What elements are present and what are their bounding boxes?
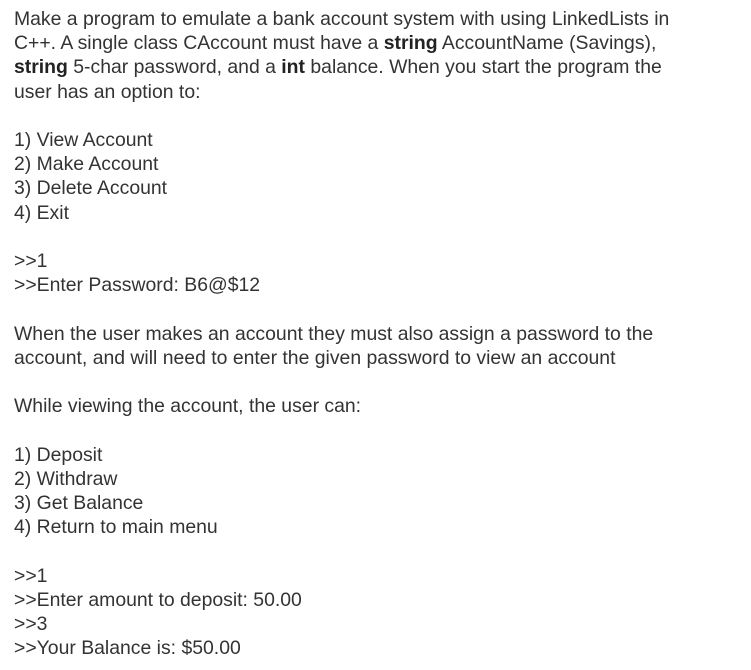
intro-text: C++. A single class CAccount must have a: [14, 32, 384, 55]
viewing-intro-line: While viewing the account, the user can:: [14, 395, 362, 418]
main-menu-item: 4) Exit: [14, 201, 69, 224]
sample-line: >>1: [14, 564, 48, 587]
sample-line: >>3: [14, 612, 48, 635]
main-menu-item: 3) Delete Account: [14, 177, 168, 200]
sample-line: >>Your Balance is: $50.00: [14, 637, 241, 660]
intro-line: [14, 55, 741, 79]
sample-line: >>1: [14, 250, 48, 272]
intro-text: Make a program to emulate a bank account system with using LinkedLists in: [14, 8, 670, 30]
keyword-string: string: [383, 32, 438, 55]
spacer: [14, 539, 741, 563]
main-menu-item: 1) View Account: [14, 129, 153, 151]
spacer: [14, 225, 741, 249]
intro-line: [14, 80, 741, 104]
sample-session-1: [14, 249, 741, 297]
intro-line: [14, 31, 741, 55]
intro-text: 5-char password, and a: [67, 56, 282, 79]
sample-line: >>Enter amount to deposit: 50.00: [14, 588, 302, 611]
main-menu-list: [14, 128, 741, 225]
account-menu-item: 3) Get Balance: [14, 491, 144, 514]
main-menu-item: 2) Make Account: [14, 153, 159, 176]
spacer: [14, 104, 741, 128]
spacer: [14, 370, 741, 394]
intro-text: balance. When you start the program the: [305, 56, 662, 79]
spacer: [14, 418, 741, 442]
sample-session-2: [14, 564, 741, 661]
account-menu-item: 4) Return to main menu: [14, 516, 218, 539]
keyword-int: int: [281, 56, 305, 79]
note-line: account, and will need to enter the given password to view an account: [14, 346, 616, 369]
sample-line: >>Enter Password: B6@$12: [14, 274, 261, 297]
intro-text: AccountName (Savings),: [437, 32, 657, 55]
account-menu-item: 1) Deposit: [14, 443, 103, 466]
note-line: When the user makes an account they must also assign a password to the: [14, 322, 654, 345]
viewing-intro: [14, 394, 741, 418]
account-menu-item: 2) Withdraw: [14, 467, 118, 490]
password-note: [14, 322, 741, 370]
intro-line: [14, 7, 741, 31]
account-menu-list: [14, 443, 741, 540]
intro-paragraph: [14, 7, 741, 104]
spacer: [14, 297, 741, 321]
intro-text: user has an option to:: [14, 80, 201, 103]
keyword-string: string: [14, 56, 68, 79]
